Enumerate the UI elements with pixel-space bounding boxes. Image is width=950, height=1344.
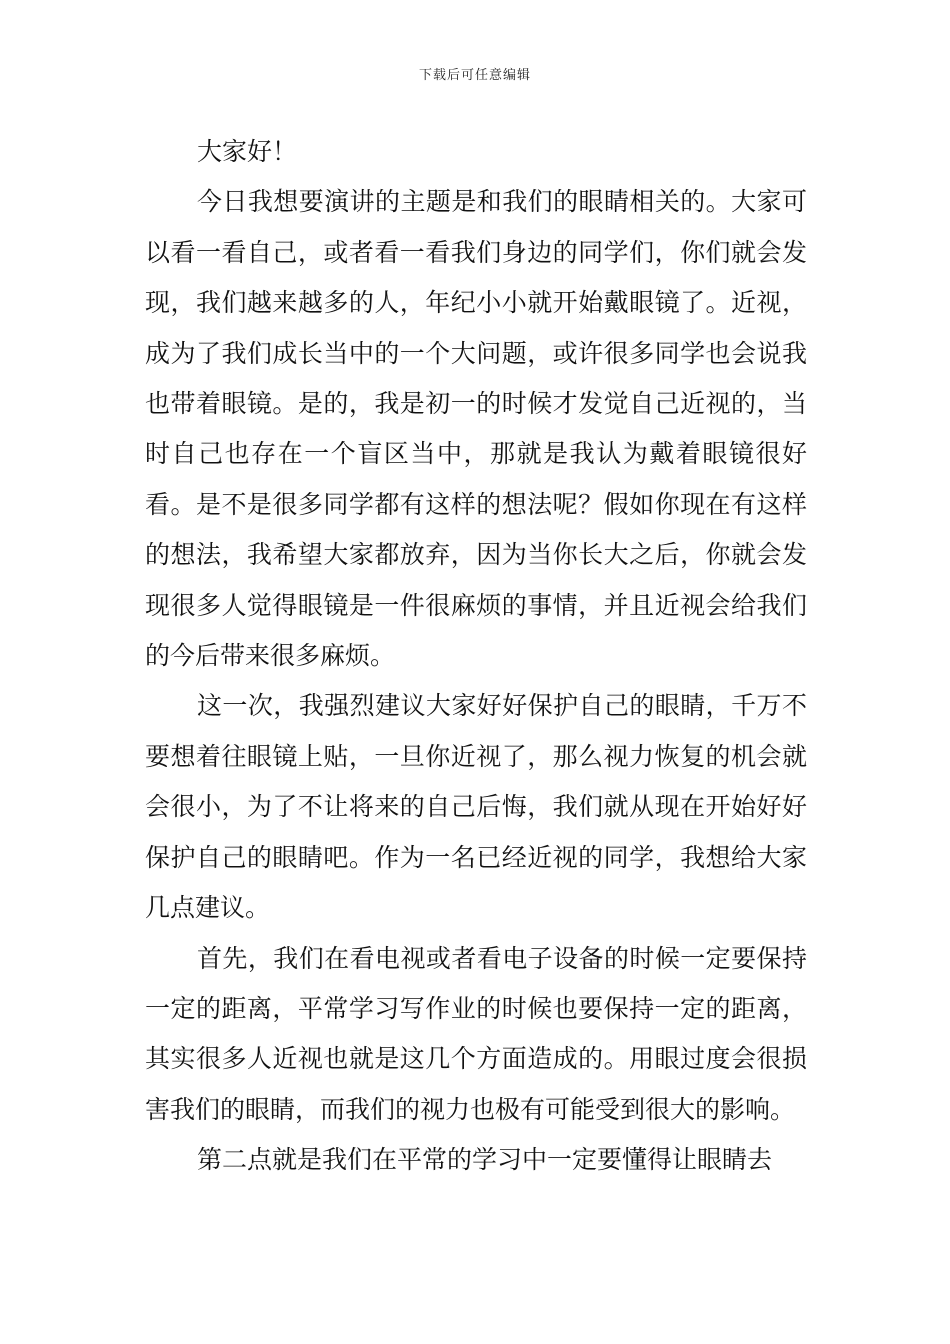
- greeting: 大家好！: [197, 137, 298, 166]
- paragraph-4: 第二点就是我们在平常的学习中一定要懂得让眼睛去: [197, 1145, 773, 1175]
- paragraph-1: 今日我想要演讲的主题是和我们的眼睛相关的。大家可以看一看自己，或者看一看我们身边的同学们，你们就会发现，我们越来越多的人，年纪小小就开始戴眼镜了。近视，成为了我们成长当中的一个大问题，或许很多同学也会说我也带着眼镜。是的，我是初一的时候才发觉自己近视的，当时自己也存在一个盲区当中，那就是我认为戴着眼镜很好看。是不是很多同学都有这样的想法呢？假如你现在有这样的想法，我希望大家都放弃，因为当你长大之后，你就会发现很多人觉得眼镜是一件很麻烦的事情，并且近视会给我们的今后带来很多麻烦。: [145, 187, 807, 671]
- paragraph-3: 首先，我们在看电视或者看电子设备的时候一定要保持一定的距离，平常学习写作业的时候也要保持一定的距离，其实很多人近视也就是这几个方面造成的。用眼过度会很损害我们的眼睛，而我们的视力也极有可能受到很大的影响。: [145, 943, 807, 1124]
- page-header: 下载后可任意编辑: [418, 68, 531, 83]
- document-body: [145, 127, 807, 1186]
- paragraph-2: 这一次，我强烈建议大家好好保护自己的眼睛，千万不要想着往眼镜上贴，一旦你近视了，那么视力恢复的机会就会很小，为了不让将来的自己后悔，我们就从现在开始好好保护自己的眼睛吧。作为一名已经近视的同学，我想给大家几点建议。: [145, 691, 807, 923]
